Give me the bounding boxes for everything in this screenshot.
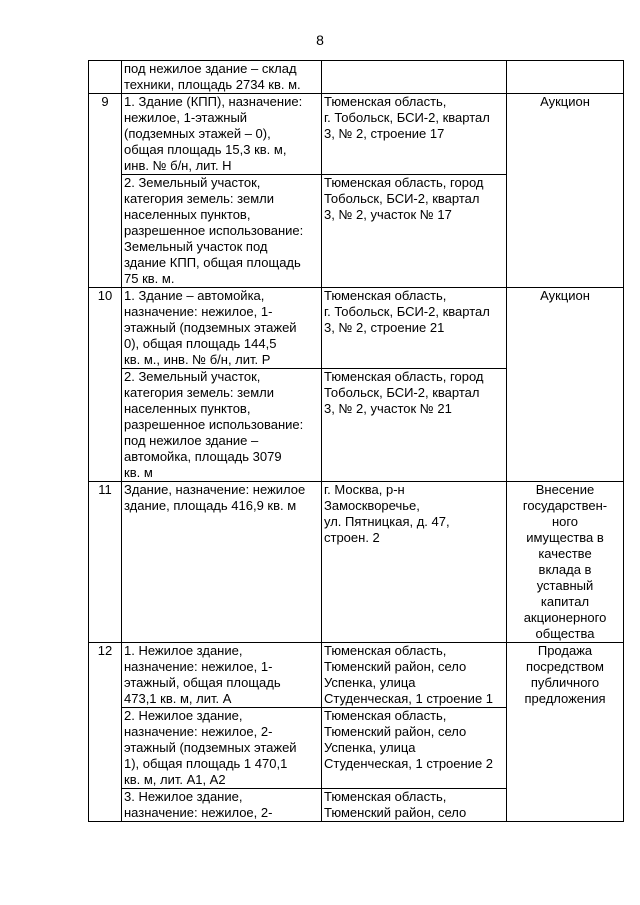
table-row (89, 94, 624, 175)
privatization-method: Внесение государствен- ного имущества в качестве вклада в уставный капитал акционерного общества (507, 482, 624, 643)
property-description: 2. Земельный участок, категория земель: земли населенных пунктов, разрешенное использование: Земельный участок под здание КПП, общая площадь 75 кв. м. (122, 175, 322, 288)
page-number: 8 (316, 32, 324, 48)
privatization-method: Продажа посредством публичного предложения (507, 643, 624, 822)
property-description: 1. Здание – автомойка, назначение: нежилое, 1- этажный (подземных этажей 0), общая площадь 144,5 кв. м., инв. № б/н, лит. Р (122, 288, 322, 369)
row-number: 12 (89, 643, 122, 822)
property-description: под нежилое здание – склад техники, площадь 2734 кв. м. (122, 61, 322, 94)
property-description: Здание, назначение: нежилое здание, площадь 416,9 кв. м (122, 482, 322, 643)
row-number: 11 (89, 482, 122, 643)
table-row (89, 61, 624, 94)
property-description: 2. Нежилое здание, назначение: нежилое, 2- этажный (подземных этажей 1), общая площадь 1 470,1 кв. м, лит. А1, А2 (122, 708, 322, 789)
property-description: 1. Здание (КПП), назначение: нежилое, 1-этажный (подземных этажей – 0), общая площадь 15,3 кв. м, инв. № б/н, лит. Н (122, 94, 322, 175)
table-row (89, 288, 624, 369)
property-address: Тюменская область, город Тобольск, БСИ-2, квартал 3, № 2, участок № 21 (322, 369, 507, 482)
property-address: Тюменская область, Тюменский район, село Успенка, улица Студенческая, 1 строение 2 (322, 708, 507, 789)
privatization-method: Аукцион (507, 288, 624, 482)
row-number (89, 61, 122, 94)
property-address: Тюменская область, город Тобольск, БСИ-2, квартал 3, № 2, участок № 17 (322, 175, 507, 288)
property-description: 2. Земельный участок, категория земель: земли населенных пунктов, разрешенное использование: под нежилое здание – автомойка, площадь 3079 кв. м (122, 369, 322, 482)
row-number: 9 (89, 94, 122, 288)
row-number: 10 (89, 288, 122, 482)
property-table (88, 60, 624, 822)
property-address: Тюменская область, г. Тобольск, БСИ-2, квартал 3, № 2, строение 17 (322, 94, 507, 175)
property-address: Тюменская область, г. Тобольск, БСИ-2, квартал 3, № 2, строение 21 (322, 288, 507, 369)
property-address: Тюменская область, Тюменский район, село Успенка, улица Студенческая, 1 строение 1 (322, 643, 507, 708)
privatization-method (507, 61, 624, 94)
table-row (89, 643, 624, 708)
property-address: Тюменская область, Тюменский район, село (322, 789, 507, 822)
property-address: г. Москва, р-н Замоскворечье, ул. Пятницкая, д. 47, строен. 2 (322, 482, 507, 643)
table-row (89, 482, 624, 643)
privatization-method: Аукцион (507, 94, 624, 288)
property-description: 1. Нежилое здание, назначение: нежилое, 1- этажный, общая площадь 473,1 кв. м, лит. А (122, 643, 322, 708)
property-description: 3. Нежилое здание, назначение: нежилое, 2- (122, 789, 322, 822)
property-address (322, 61, 507, 94)
